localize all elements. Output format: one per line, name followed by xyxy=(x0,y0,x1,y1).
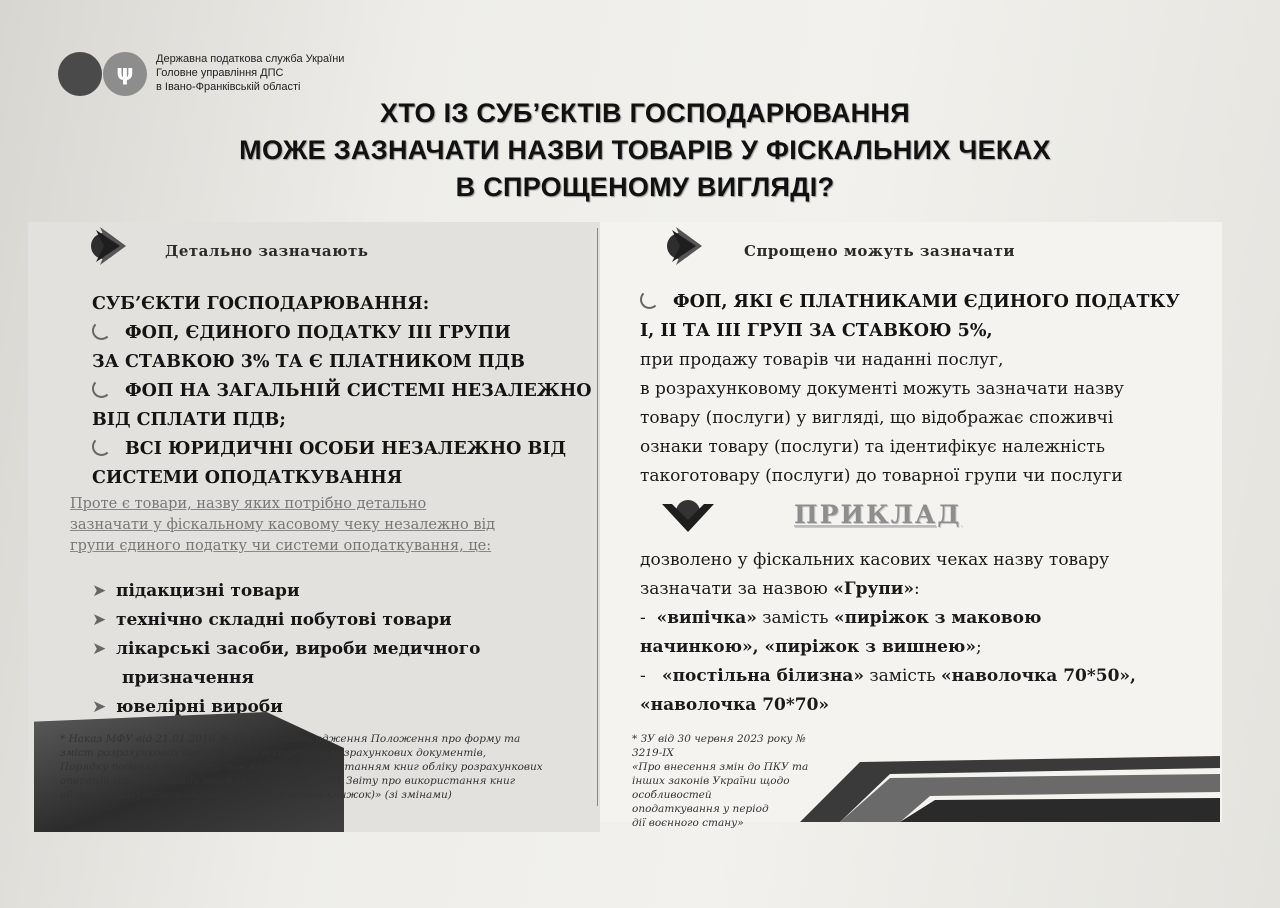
subject-1-line-2: ЗА СТАВКОЮ 3% ТА Є ПЛАТНИКОМ ПДВ xyxy=(92,352,525,372)
arrow-right-icon: ➤ xyxy=(92,697,107,717)
right-foot-line-1: * ЗУ від 30 червня 2023 року № 3219-IX xyxy=(632,733,806,759)
arrow-right-icon: ➤ xyxy=(92,610,107,630)
subject-item-1 xyxy=(92,319,597,348)
ring-bullet-icon xyxy=(92,437,111,456)
org-line-2: Головне управління ДПС xyxy=(156,67,284,79)
example-line-1: дозволено у фіскальних касових чеках назву товару xyxy=(640,550,1110,570)
desc-line-2: в розрахунковому документі можуть зазначати назву xyxy=(640,379,1124,399)
chevron-right-icon xyxy=(90,224,130,268)
title-line-3: В СПРОЩЕНОМУ ВИГЛЯДІ? xyxy=(455,172,835,202)
left-foot-line-5: обліку розрахункових операцій (розрахункових книжок)» (зі змінами) xyxy=(60,789,452,801)
goods-list xyxy=(92,577,592,722)
left-heading: Детально зазначають xyxy=(165,242,369,260)
example-line-4-post: ; xyxy=(975,637,982,657)
desc-line-3: товару (послуги) у вигляді, що відображає споживчі xyxy=(640,408,1114,428)
title-line-2: МОЖЕ ЗАЗНАЧАТИ НАЗВИ ТОВАРІВ У ФІСКАЛЬНИХ ЧЕКАХ xyxy=(239,135,1051,165)
example-pie-poppy: «пиріжок з маковою xyxy=(833,608,1042,628)
org-line-3: в Івано-Франківській області xyxy=(156,81,301,93)
title-line-1: ХТО ІЗ СУБ’ЄКТІВ ГОСПОДАРЮВАННЯ xyxy=(380,98,910,128)
example-line-3 xyxy=(640,604,1220,633)
left-footnote xyxy=(60,732,590,802)
ring-bullet-icon xyxy=(92,379,111,398)
desc-line-4: ознаки товару (послуги) та ідентифікує належність xyxy=(640,437,1105,457)
example-line-2 xyxy=(640,575,1220,604)
goods-item-3 xyxy=(92,635,592,664)
right-foot-line-2: «Про внесення змін до ПКУ та xyxy=(632,761,809,773)
ring-bullet-icon xyxy=(640,290,659,309)
subject-3-line-1: ВСІ ЮРИДИЧНІ ОСОБИ НЕЗАЛЕЖНО ВІД xyxy=(125,439,567,459)
simplified-line-2: І, ІІ ТА ІІІ ГРУП ЗА СТАВКОЮ 5%, xyxy=(640,321,993,341)
example-instead: замість xyxy=(756,608,834,628)
example-heading: ПРИКЛАД xyxy=(794,500,962,529)
example-pillowcase-1: «наволочка 70*50», xyxy=(941,666,1136,686)
chevron-down-icon xyxy=(660,498,716,538)
dash: - xyxy=(640,608,657,628)
goods-item-2 xyxy=(92,606,592,635)
ring-bullet-icon xyxy=(92,321,111,340)
simplified-line-1 xyxy=(640,288,1220,317)
right-foot-line-6: дії воєнного стану» xyxy=(632,817,744,829)
trident-emblem-icon: ψ xyxy=(103,52,147,96)
right-foot-line-3: інших законів України щодо xyxy=(632,775,790,787)
example-group-label: «Групи» xyxy=(833,579,915,599)
desc-line-1: при продажу товарів чи наданні послуг, xyxy=(640,350,1004,370)
goods-item-2-label: технічно складні побутові товари xyxy=(116,610,452,630)
goods-item-1-label: підакцизні товари xyxy=(116,581,300,601)
chevron-right-icon xyxy=(666,224,706,268)
simplified-description xyxy=(640,346,1220,491)
example-line-6 xyxy=(640,691,1220,720)
example-line-4 xyxy=(640,633,1220,662)
example-bedlinen: «постільна білизна» xyxy=(661,666,864,686)
right-footnote xyxy=(632,732,822,830)
simplified-subjects xyxy=(640,288,1220,346)
page-title xyxy=(80,95,1210,206)
left-foot-line-1: * Наказ МФУ від 21.01.2016 № 13 «Про затвердження Положення про форму та xyxy=(60,733,521,745)
right-foot-line-5: оподаткування у період xyxy=(632,803,769,815)
goods-item-4-label: ювелірні вироби xyxy=(116,697,283,717)
column-divider xyxy=(597,228,598,806)
example-line-5 xyxy=(640,662,1220,691)
example-line-2-post: : xyxy=(914,579,920,599)
example-text xyxy=(640,546,1220,720)
example-bakery: «випічка» xyxy=(656,608,757,628)
organization-name xyxy=(156,52,344,94)
decorative-stripes xyxy=(800,752,1220,822)
right-heading: Спрощено можуть зазначати xyxy=(744,242,1016,260)
subject-2-line-1: ФОП НА ЗАГАЛЬНІЙ СИСТЕМІ НЕЗАЛЕЖНО xyxy=(125,381,592,401)
left-foot-line-4: операцій (розрахункових книжок), форми № ЗВР-1 Звіту про використання книг xyxy=(60,775,516,787)
simplified-line-1-text: ФОП, ЯКІ Є ПЛАТНИКАМИ ЄДИНОГО ПОДАТКУ xyxy=(673,292,1180,312)
subject-item-3 xyxy=(92,435,597,464)
arrow-right-icon: ➤ xyxy=(92,581,107,601)
desc-line-5: такоготовару (послуги) до товарної групи чи послуги xyxy=(640,466,1123,486)
subject-item-2 xyxy=(92,377,597,406)
intro-line-1: Проте є товари, назву яких потрібно детально xyxy=(70,496,427,512)
goods-item-3-label: лікарські засоби, вироби медичного xyxy=(116,639,481,659)
example-line-2-pre: зазначати за назвою xyxy=(640,579,834,599)
subject-1-line-1: ФОП, ЄДИНОГО ПОДАТКУ ІІІ ГРУПИ xyxy=(125,323,511,343)
left-foot-line-2: зміст розрахункових документів/електронних розрахункових документів, xyxy=(60,747,487,759)
example-pie-cherry: начинкою», «пиріжок з вишнею» xyxy=(640,637,976,657)
example-instead: замість xyxy=(863,666,942,686)
left-foot-line-3: Порядку подання звітності, пов’язаної із використанням книг обліку розрахункових xyxy=(60,761,543,773)
goods-item-3-cont: призначення xyxy=(122,668,254,688)
arrow-right-icon: ➤ xyxy=(92,639,107,659)
dps-logo-dark xyxy=(58,52,102,96)
subjects-list xyxy=(92,319,597,493)
subject-2-line-2: ВІД СПЛАТИ ПДВ; xyxy=(92,410,286,430)
dash: - xyxy=(640,666,662,686)
right-foot-line-4: особливостей xyxy=(632,789,712,801)
org-line-1: Державна податкова служба України xyxy=(156,53,345,65)
subject-3-line-2: СИСТЕМИ ОПОДАТКУВАННЯ xyxy=(92,468,403,488)
example-pillowcase-2: «наволочка 70*70» xyxy=(640,695,830,715)
goods-intro xyxy=(70,494,590,557)
subjects-title: СУБ’ЄКТИ ГОСПОДАРЮВАННЯ: xyxy=(92,294,430,314)
goods-item-1 xyxy=(92,577,592,606)
intro-line-3: групи єдиного податку чи системи оподаткування, це: xyxy=(70,538,492,554)
intro-line-2: зазначати у фіскальному касовому чеку незалежно від xyxy=(70,517,496,533)
